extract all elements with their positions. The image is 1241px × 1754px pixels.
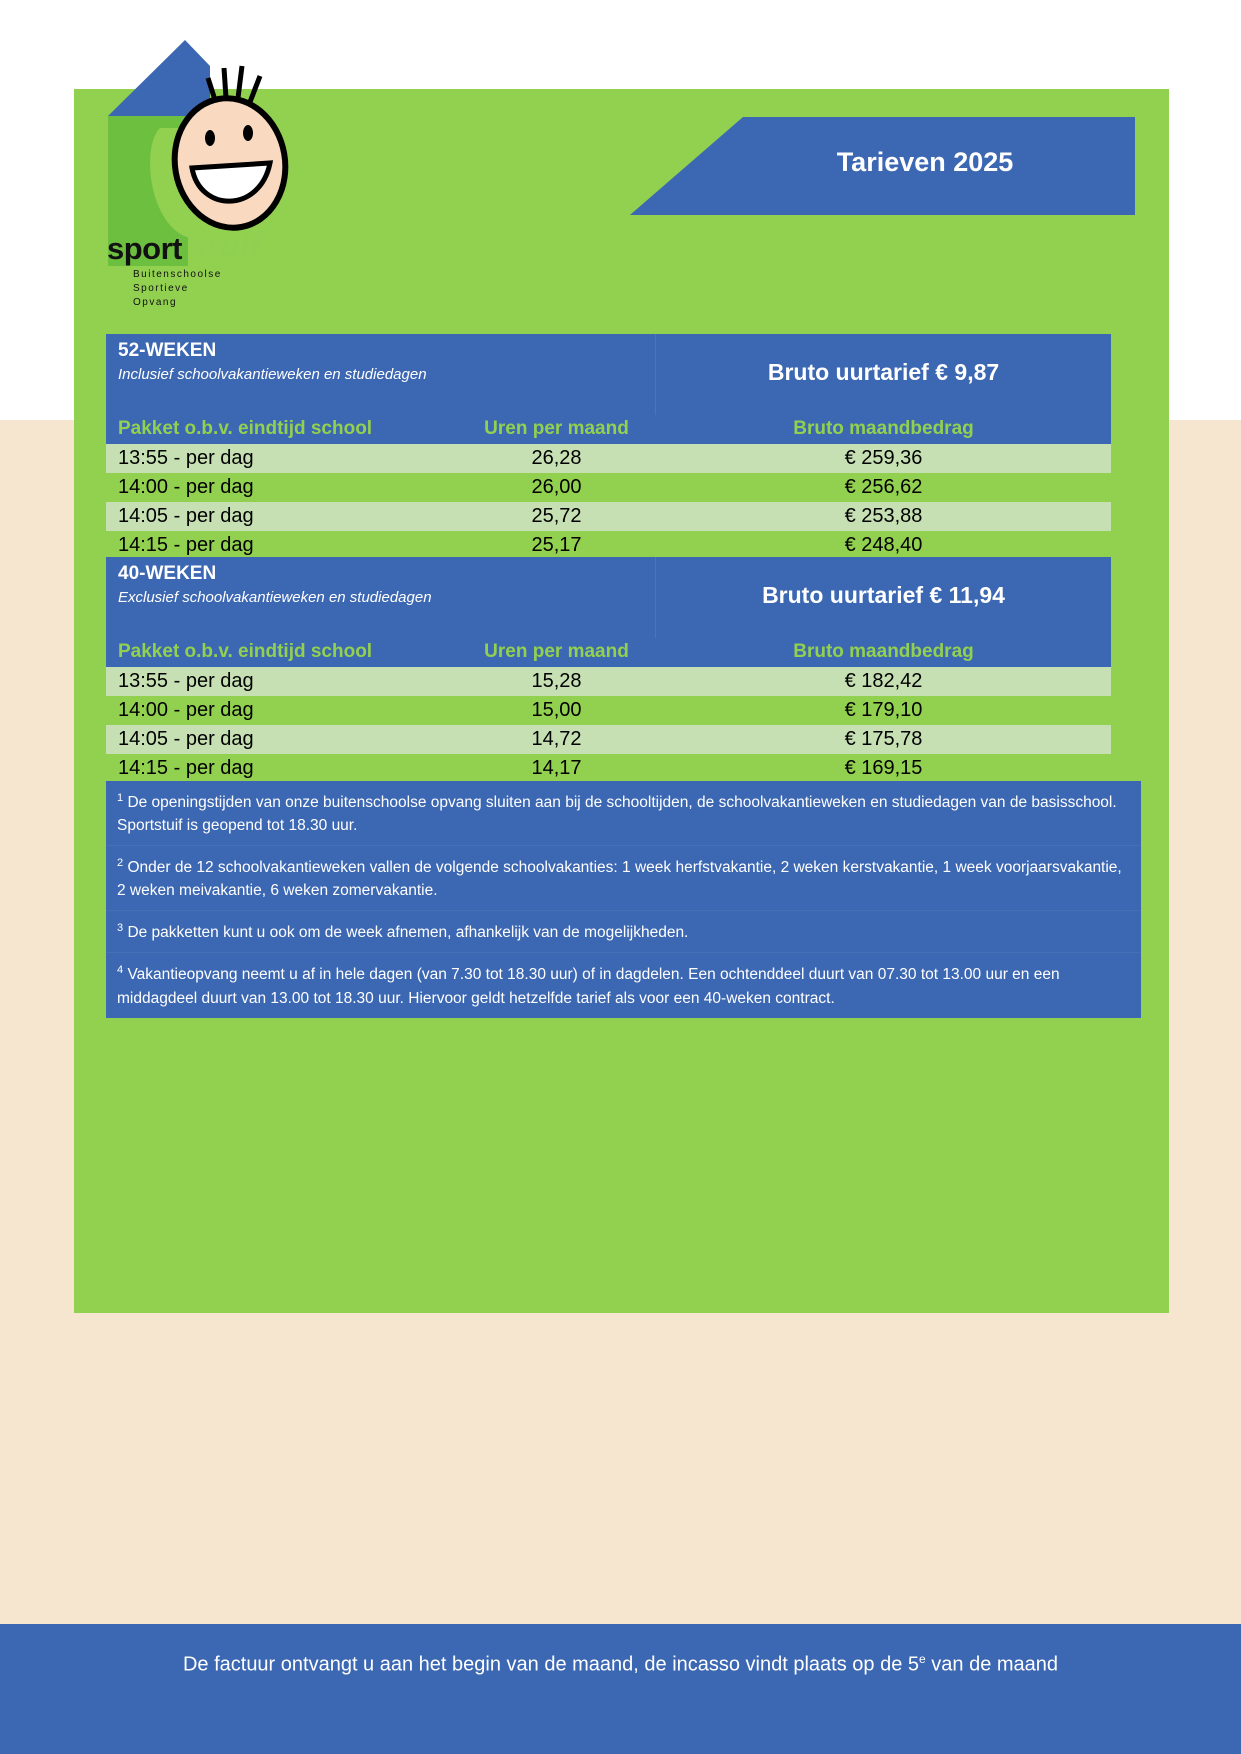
table-name: 52-WEKEN bbox=[118, 340, 217, 361]
column-header-package: Pakket o.b.v. eindtijd school bbox=[118, 641, 373, 662]
table-row bbox=[106, 725, 1111, 754]
logo-word-sport: sport bbox=[107, 231, 182, 266]
table-row bbox=[106, 502, 1111, 531]
cell-monthly: € 248,40 bbox=[844, 534, 923, 556]
cell-package: 14:05 - per dag bbox=[118, 505, 254, 527]
table-header bbox=[106, 334, 1111, 415]
table-name: 40-WEKEN bbox=[118, 563, 217, 584]
footer-text-main: De factuur ontvangt u aan het begin van de maand, de incasso vindt plaats op de 5 bbox=[182, 1653, 920, 1676]
footnote-number: 1 bbox=[117, 792, 124, 804]
cell-monthly: € 256,62 bbox=[844, 476, 923, 498]
logo-tagline-line: Opvang bbox=[133, 297, 178, 308]
cell-hours: 15,00 bbox=[531, 699, 582, 721]
page-title: Tarieven 2025 bbox=[836, 147, 1014, 177]
footer-superscript: e bbox=[919, 1652, 926, 1666]
table-subtitle: Exclusief schoolvakantieweken en studiedagen bbox=[118, 589, 432, 606]
logo-word-stuif: stuif bbox=[190, 226, 262, 264]
column-header-hours: Uren per maand bbox=[484, 418, 629, 439]
footnote bbox=[106, 953, 1141, 1017]
table-row bbox=[106, 444, 1111, 473]
footnotes bbox=[106, 781, 1141, 1018]
footnote-text: Vakantieopvang neemt u af in hele dagen (van 7.30 tot 18.30 uur) of in dagdelen. Een ochtenddeel duurt van 07.30 tot 13.00 uur en een middagdeel duurt van 13.00 tot 18.30 uur. Hiervoor geldt hetzelfde tarief als voor een 40-weken contract. bbox=[117, 966, 1060, 1007]
cell-package: 14:00 - per dag bbox=[118, 476, 254, 498]
cell-monthly: € 259,36 bbox=[844, 447, 923, 469]
footer-bar bbox=[0, 1624, 1241, 1754]
cell-hours: 25,17 bbox=[531, 534, 582, 556]
cell-monthly: € 179,10 bbox=[844, 699, 923, 721]
cell-monthly: € 169,15 bbox=[844, 757, 923, 779]
footnote-text: De openingstijden van onze buitenschoolse opvang sluiten aan bij de schooltijden, de schoolvakantieweken en studiedagen van de basisschool. Sportstuif is geopend tot 18.30 uur. bbox=[117, 794, 1117, 835]
footnote bbox=[106, 846, 1141, 911]
footnote bbox=[106, 911, 1141, 953]
cell-package: 14:15 - per dag bbox=[118, 534, 254, 556]
footnote-number: 3 bbox=[117, 922, 124, 935]
cell-package: 14:00 - per dag bbox=[118, 699, 254, 721]
table-subtitle: Inclusief schoolvakantieweken en studiedagen bbox=[118, 366, 427, 383]
logo-tagline bbox=[133, 268, 222, 310]
footnote-text: De pakketten kunt u ook om de week afnemen, afhankelijk van de mogelijkheden. bbox=[127, 924, 689, 942]
table-row bbox=[106, 531, 1111, 560]
column-headers bbox=[106, 638, 1111, 667]
table-row bbox=[106, 473, 1111, 502]
column-header-hours: Uren per maand bbox=[484, 641, 629, 662]
column-header-monthly: Bruto maandbedrag bbox=[793, 641, 974, 662]
table-row bbox=[106, 696, 1111, 725]
hourly-rate: Bruto uurtarief € 9,87 bbox=[767, 359, 1000, 385]
footer-text-end: van de maand bbox=[925, 1653, 1059, 1676]
hourly-rate: Bruto uurtarief € 11,94 bbox=[762, 582, 1005, 608]
rate-table-52 bbox=[106, 334, 1111, 560]
footnote-number: 2 bbox=[117, 857, 124, 870]
footnote-text: Onder de 12 schoolvakantieweken vallen de volgende schoolvakanties: 1 week herfstvakantie, 2 weken kerstvakantie, 1 week voorjaarsvakantie, 2 weken meivakantie, 6 weken zomervakantie. bbox=[117, 859, 1122, 900]
cell-hours: 14,72 bbox=[531, 728, 582, 750]
footer-text bbox=[0, 1652, 1241, 1677]
footnote bbox=[106, 781, 1141, 846]
cell-hours: 25,72 bbox=[531, 505, 582, 527]
cell-hours: 26,00 bbox=[531, 476, 582, 498]
cell-hours: 14,17 bbox=[531, 757, 582, 779]
table-row bbox=[106, 667, 1111, 696]
cell-package: 14:15 - per dag bbox=[118, 757, 254, 779]
footnote-number: 4 bbox=[117, 964, 124, 977]
cell-hours: 15,28 bbox=[531, 670, 582, 692]
logo-tagline-line: Sportieve bbox=[133, 283, 189, 294]
column-header-package: Pakket o.b.v. eindtijd school bbox=[118, 418, 373, 439]
cell-hours: 26,28 bbox=[531, 447, 582, 469]
cell-package: 13:55 - per dag bbox=[118, 670, 254, 692]
cell-monthly: € 253,88 bbox=[844, 505, 923, 527]
table-row bbox=[106, 754, 1111, 783]
cell-monthly: € 175,78 bbox=[844, 728, 923, 750]
cell-monthly: € 182,42 bbox=[844, 670, 923, 692]
column-headers bbox=[106, 415, 1111, 444]
column-header-monthly: Bruto maandbedrag bbox=[793, 418, 974, 439]
rate-table-40 bbox=[106, 557, 1111, 783]
cell-package: 13:55 - per dag bbox=[118, 447, 254, 469]
logo-tagline-line: Buitenschoolse bbox=[133, 269, 222, 280]
table-header bbox=[106, 557, 1111, 638]
cell-package: 14:05 - per dag bbox=[118, 728, 254, 750]
